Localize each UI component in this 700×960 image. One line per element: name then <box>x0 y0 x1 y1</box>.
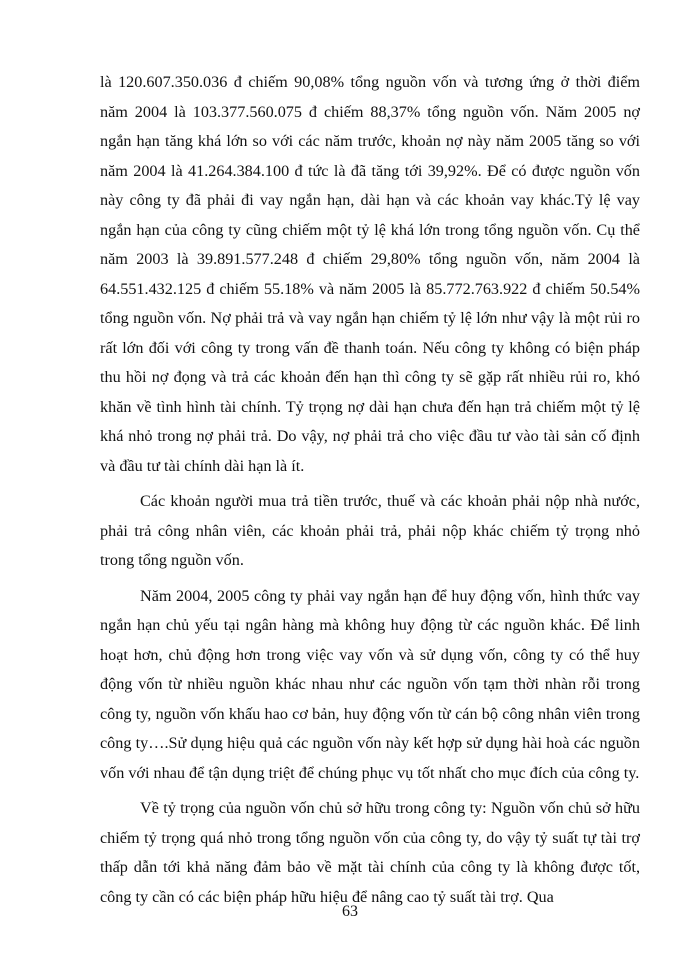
paragraph-4: Về tỷ trọng của nguồn vốn chủ sở hữu trong công ty: Nguồn vốn chủ sở hữu chiếm tỷ trọng quá nhỏ trong tổng nguồn vốn của công ty, do vậy tỷ suất tự tài trợ thấp dẫn tới khả năng đảm bảo về mặt tài chính của công ty là không được tốt, công ty cần có các biện pháp hữu hiệu để nâng cao tỷ suất tài trợ. Qua <box>100 799 640 906</box>
paragraph-1: là 120.607.350.036 đ chiếm 90,08% tổng nguồn vốn và tương ứng ở thời điểm năm 2004 là 103.377.560.075 đ chiếm 88,37% tổng nguồn vốn. Năm 2005 nợ ngắn hạn tăng khá lớn so với các năm trước, khoản nợ này năm 2005 tăng so với năm 2004 là 41.264.384.100 đ tức là đã tăng tới 39,92%. Để có được nguồn vốn này công ty đã phải đi vay ngắn hạn, dài hạn và các khoản vay khác.Tỷ lệ vay ngắn hạn của công ty cũng chiếm một tỷ lệ khá lớn trong tổng nguồn vốn. Cụ thể năm 2003 là 39.891.577.248 đ chiếm 29,80% tổng nguồn vốn, năm 2004 là 64.551.432.125 đ chiếm 55.18% và năm 2005 là 85.772.763.922 đ chiếm 50.54% tổng nguồn vốn. Nợ phải trả và vay ngắn hạn chiếm tỷ lệ lớn như vậy là một rủi ro rất lớn đối với công ty trong vấn đề thanh toán. Nếu công ty không có biện pháp thu hồi nợ đọng và trả các khoản đến hạn thì công ty sẽ gặp rất nhiều rủi ro, khó khăn về tình hình tài chính. Tỷ trọng nợ dài hạn chưa đến hạn trả chiếm một tỷ lệ khá nhỏ trong nợ phải trả. Do vậy, nợ phải trả cho việc đầu tư vào tài sản cố định và đầu tư tài chính dài hạn là ít. <box>100 73 640 475</box>
paragraph-3: Năm 2004, 2005 công ty phải vay ngắn hạn để huy động vốn, hình thức vay ngắn hạn chủ yếu tại ngân hàng mà không huy động từ các nguồn khác. Để linh hoạt hơn, chủ động hơn trong việc vay vốn và sử dụng vốn, công ty có thể huy động vốn từ nhiều nguồn khác nhau như các nguồn vốn tạm thời nhàn rỗi trong công ty, nguồn vốn khấu hao cơ bản, huy động vốn từ cán bộ công nhân viên trong công ty….Sử dụng hiệu quả các nguồn vốn này kết hợp sử dụng hài hoà các nguồn vốn với nhau để tận dụng triệt để chúng phục vụ tốt nhất cho mục đích của công ty. <box>100 586 640 782</box>
paragraph-2: Các khoản người mua trả tiền trước, thuế và các khoản phải nộp nhà nước, phải trả công nhân viên, các khoản phải trả, phải nộp khác chiếm tỷ trọng nhỏ trong tổng nguồn vốn. <box>100 492 640 569</box>
body-text <box>100 68 640 912</box>
page-number: 63 <box>342 903 358 920</box>
